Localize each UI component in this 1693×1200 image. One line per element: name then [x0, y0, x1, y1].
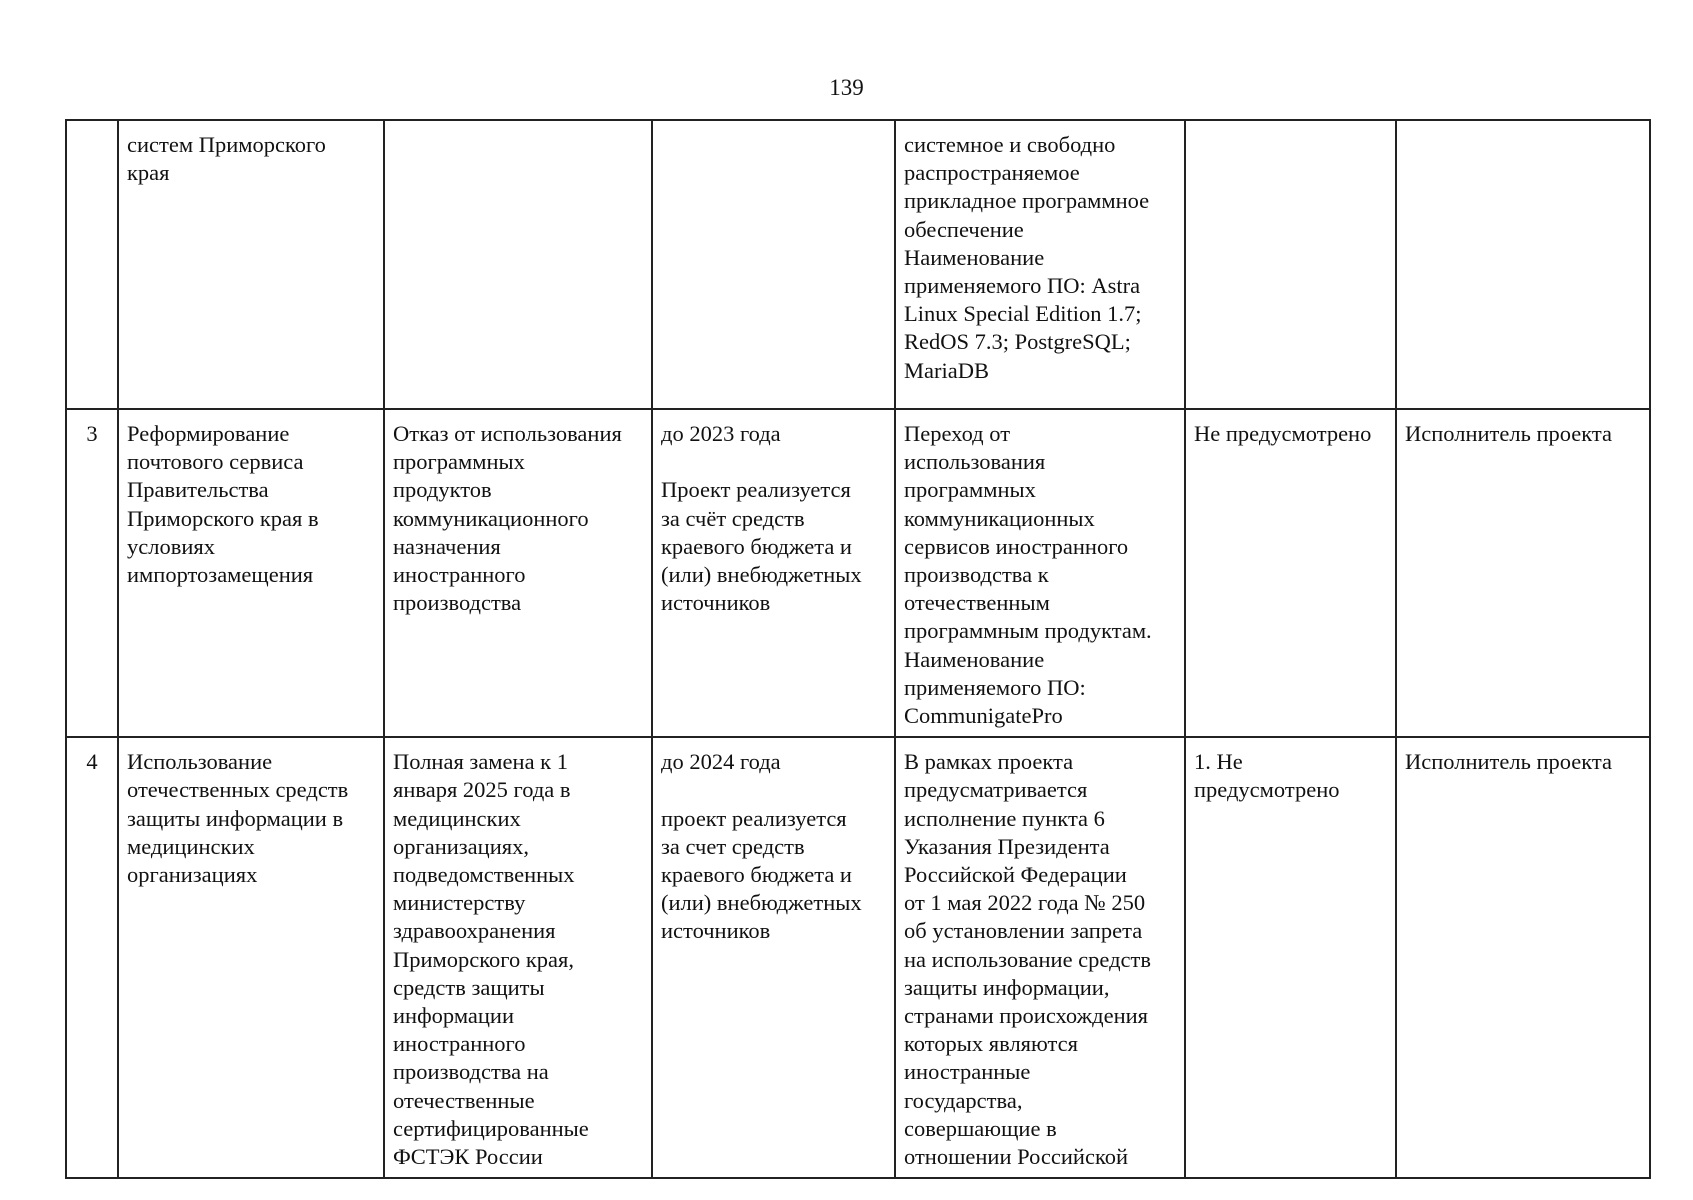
- cell-line: RedOS 7.3; PostgreSQL;: [904, 329, 1131, 355]
- cell-line: Приморского края,: [393, 946, 574, 972]
- cell-line: Российской Федерации: [904, 862, 1127, 888]
- cell-line: Наименование: [904, 244, 1045, 270]
- cell-line: которых являются: [904, 1031, 1078, 1057]
- row-number-cell: 4: [66, 737, 118, 1178]
- cell-line: Наименование: [904, 646, 1045, 672]
- cell-line: системное и свободно: [904, 132, 1116, 157]
- project-name-cell: [118, 409, 384, 737]
- cell-line: защиты информации в: [127, 805, 344, 831]
- cell-line: программных: [904, 477, 1036, 503]
- cell-line: производства на: [393, 1059, 549, 1085]
- cell-line: информации: [393, 1003, 515, 1029]
- cell-line: от 1 мая 2022 года № 250: [904, 890, 1146, 916]
- cell-line: Отказ от использования: [393, 421, 622, 446]
- cell-line: Полная замена к 1: [393, 749, 568, 775]
- cell-line: распространяемое: [904, 160, 1080, 186]
- cell-line: иностранные: [904, 1059, 1031, 1085]
- cell-line: средств защиты: [393, 974, 545, 1000]
- project-name-cell: [118, 120, 384, 409]
- cell-line: MariaDB: [904, 357, 989, 383]
- deadline-cell: [652, 409, 895, 737]
- row-number-cell: 3: [66, 409, 118, 737]
- cell-line: почтового сервиса: [127, 449, 304, 475]
- cell-line: января 2025 года в: [393, 777, 571, 803]
- cell-line: организациях: [127, 862, 258, 888]
- cell-line: организациях,: [393, 833, 529, 859]
- deadline-cell: [652, 737, 895, 1178]
- cell-line: государства,: [904, 1087, 1023, 1113]
- cell-line: Реформирование: [127, 421, 290, 446]
- cell-line: Указания Президента: [904, 833, 1110, 859]
- line-gap: [661, 448, 886, 476]
- table-row: [66, 737, 1650, 1178]
- cell-line: Переход от: [904, 421, 1011, 446]
- cell-line: об установлении запрета: [904, 918, 1143, 944]
- cell-line: ФСТЭК России: [393, 1144, 543, 1170]
- cell-line: коммуникационного: [393, 505, 589, 531]
- cell-line: программных: [393, 449, 525, 475]
- cell-line: сертифицированные: [393, 1115, 589, 1141]
- cell-line: В рамках проекта: [904, 749, 1074, 775]
- cell-line: Не предусмотрено: [1194, 421, 1372, 446]
- document-table: [65, 119, 1651, 1179]
- result-cell: [895, 120, 1185, 409]
- cell-line: краевого бюджета и: [661, 533, 852, 559]
- cell-line: CommunigatePro: [904, 703, 1063, 729]
- cell-line: Приморского края в: [127, 505, 319, 531]
- cell-line: совершающие в: [904, 1115, 1057, 1141]
- cell-line: здравоохранения: [393, 918, 556, 944]
- cell-line: иностранного: [393, 562, 526, 588]
- cell-line: применяемого ПО:: [904, 674, 1086, 700]
- cell-line: предусматривается: [904, 777, 1088, 803]
- cell-line: предусмотрено: [1194, 777, 1340, 803]
- table-row: [66, 120, 1650, 409]
- table-row: [66, 409, 1650, 737]
- cell-line: края: [127, 160, 170, 186]
- cell-line: сервисов иностранного: [904, 533, 1129, 559]
- cell-line: обеспечение: [904, 216, 1024, 242]
- cell-line: проект реализуется: [661, 805, 847, 831]
- cell-line: Использование: [127, 749, 273, 775]
- cell-line: прикладное программное: [904, 188, 1150, 214]
- cell-line: отечественным: [904, 590, 1050, 616]
- executor-cell: [1396, 737, 1650, 1178]
- cell-line: (или) внебюджетных: [661, 890, 862, 916]
- cell-line: за счёт средств: [661, 505, 805, 531]
- page-number: 139: [829, 75, 864, 100]
- cell-line: на использование средств: [904, 946, 1151, 972]
- cell-line: импортозамещения: [127, 562, 314, 588]
- cell-line: Linux Special Edition 1.7;: [904, 301, 1142, 327]
- cell-line: источников: [661, 590, 771, 616]
- cell-line: отношении Российской: [904, 1144, 1129, 1170]
- cell-line: программным продуктам.: [904, 618, 1152, 644]
- project-name-cell: [118, 737, 384, 1178]
- cell-line: систем Приморского: [127, 132, 326, 157]
- cell-line: использования: [904, 449, 1046, 475]
- cell-line: источников: [661, 918, 771, 944]
- cell-line: медицинских: [127, 833, 255, 859]
- deadline-cell: [652, 120, 895, 409]
- measure-cell: [384, 120, 652, 409]
- executor-cell: [1396, 120, 1650, 409]
- cell-line: Правительства: [127, 477, 269, 503]
- cell-line: Исполнитель проекта: [1405, 421, 1613, 446]
- row-number-cell: [66, 120, 118, 409]
- cell-line: странами происхождения: [904, 1003, 1149, 1029]
- cell-line: Исполнитель проекта: [1405, 749, 1613, 775]
- cell-line: производства к: [904, 562, 1049, 588]
- funding-cell: [1185, 737, 1396, 1178]
- cell-line: Проект реализуется: [661, 477, 851, 503]
- cell-line: условиях: [127, 533, 215, 559]
- executor-cell: [1396, 409, 1650, 737]
- result-cell: [895, 409, 1185, 737]
- cell-line: назначения: [393, 533, 501, 559]
- cell-line: 1. Не: [1194, 749, 1243, 775]
- result-cell: [895, 737, 1185, 1178]
- measure-cell: [384, 409, 652, 737]
- cell-line: министерству: [393, 890, 526, 916]
- cell-line: медицинских: [393, 805, 521, 831]
- deadline-text: до 2024 года: [661, 749, 781, 775]
- funding-cell: [1185, 120, 1396, 409]
- cell-line: иностранного: [393, 1031, 526, 1057]
- line-gap: [661, 776, 886, 804]
- cell-line: продуктов: [393, 477, 492, 503]
- cell-line: подведомственных: [393, 862, 575, 888]
- cell-line: защиты информации,: [904, 974, 1110, 1000]
- cell-line: отечественные: [393, 1087, 535, 1113]
- funding-cell: [1185, 409, 1396, 737]
- cell-line: отечественных средств: [127, 777, 349, 803]
- cell-line: коммуникационных: [904, 505, 1095, 531]
- cell-line: исполнение пункта 6: [904, 805, 1105, 831]
- cell-line: краевого бюджета и: [661, 862, 852, 888]
- cell-line: (или) внебюджетных: [661, 562, 862, 587]
- deadline-text: до 2023 года: [661, 421, 781, 446]
- cell-line: производства: [393, 590, 522, 616]
- measure-cell: [384, 737, 652, 1178]
- cell-line: за счет средств: [661, 833, 805, 859]
- cell-line: применяемого ПО: Astra: [904, 273, 1141, 299]
